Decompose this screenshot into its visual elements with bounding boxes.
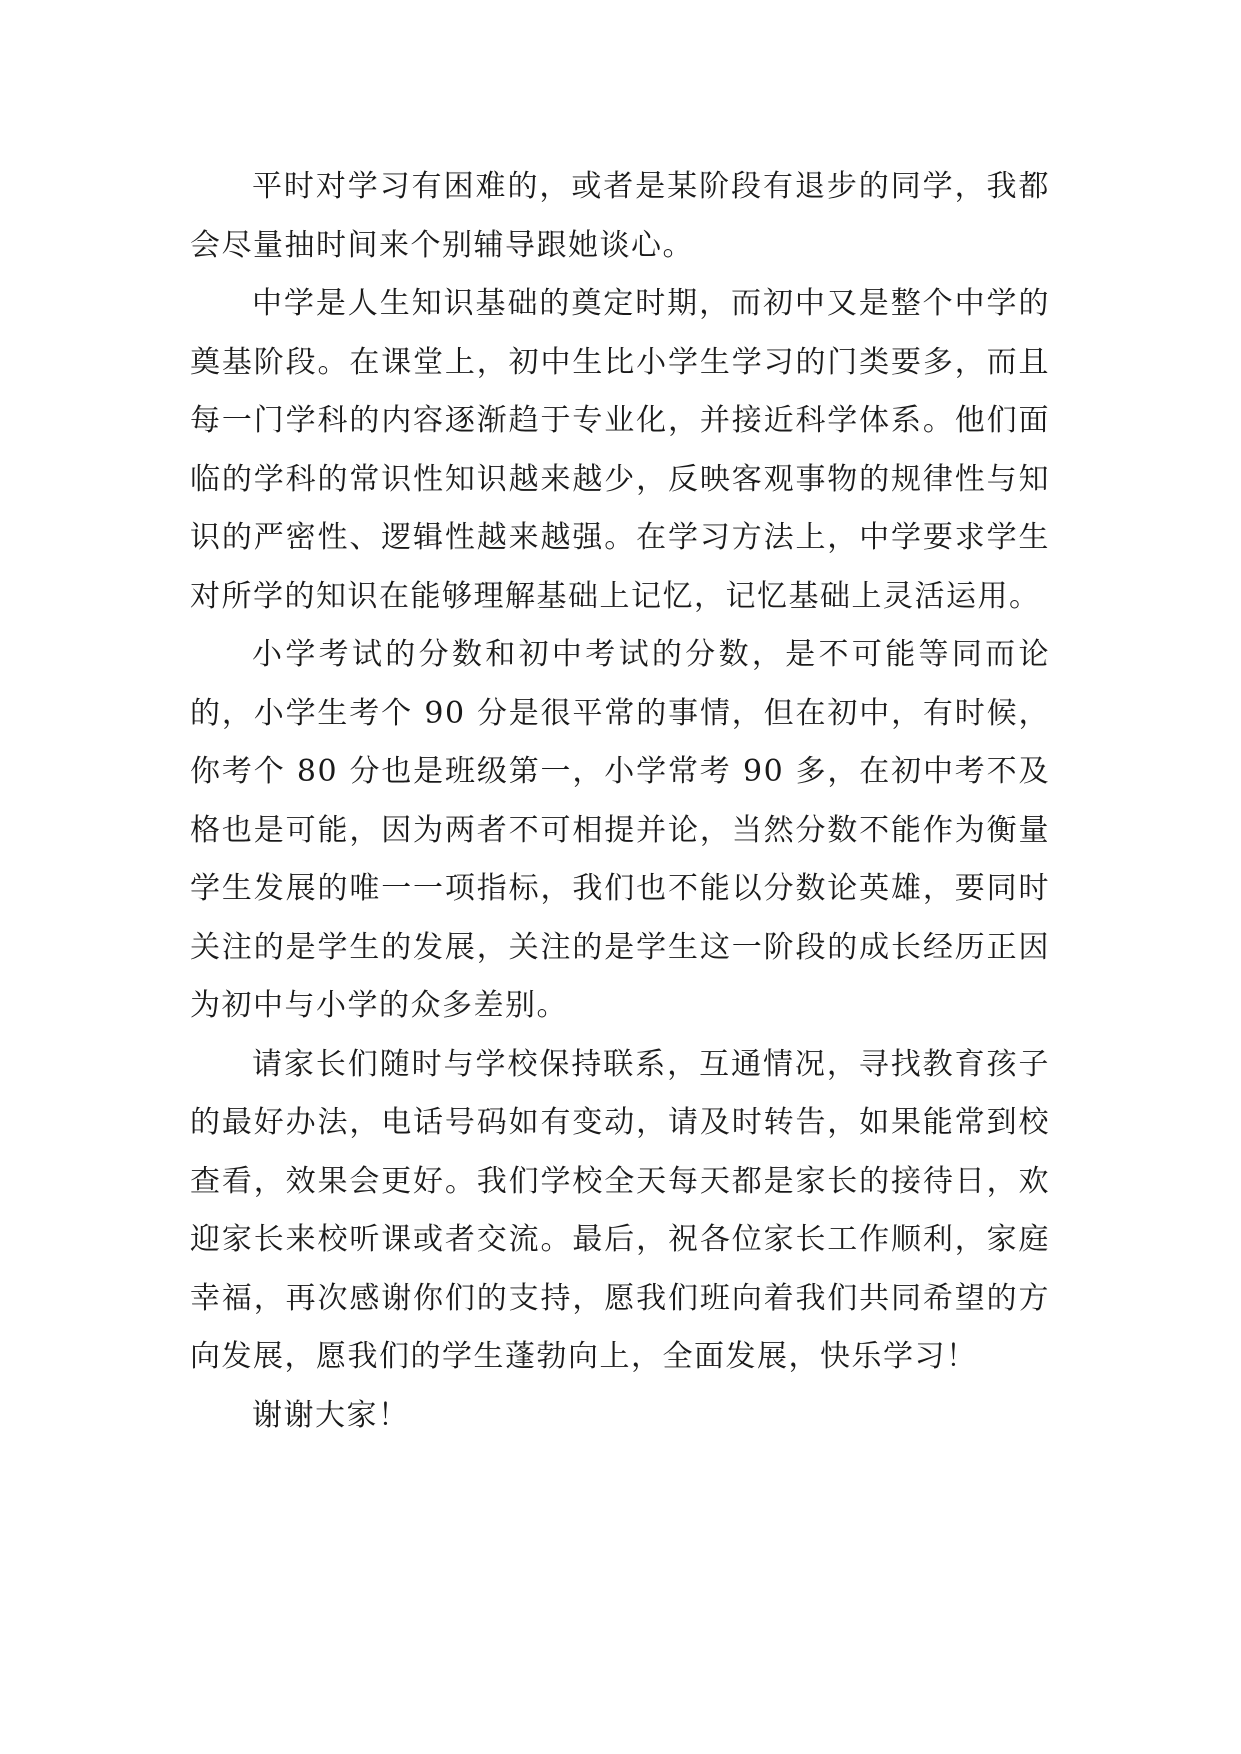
document-body [190,158,1050,1445]
paragraph-tutoring: 平时对学习有困难的，或者是某阶段有退步的同学，我都会尽量抽时间来个别辅导跟她谈心。 [190,169,1050,263]
paragraph-middle-school: 中学是人生知识基础的奠定时期，而初中又是整个中学的奠基阶段。在课堂上，初中生比小学生学习的门类要多，而且每一门学科的内容逐渐趋于专业化，并接近科学体系。他们面临的学科的常识性知识越来越少，反映客观事物的规律性与知识的严密性、逻辑性越来越强。在学习方法上，中学要求学生对所学的知识在能够理解基础上记忆，记忆基础上灵活运用。 [190,286,1050,614]
paragraph-exam-scores: 小学考试的分数和初中考试的分数，是不可能等同而论的，小学生考个 90 分是很平常的事情，但在初中，有时候，你考个 80 分也是班级第一，小学常考 90 多，在初中考不及格也是可能，因为两者不可相提并论，当然分数不能作为衡量学生发展的唯一一项指标，我们也不能以分数论英雄，要同时关注的是学生的发展，关注的是学生这一阶段的成长经历正因为初中与小学的众多差别。 [190,637,1050,1023]
paragraph-thanks: 谢谢大家！ [252,1397,410,1433]
paragraph-parents-contact: 请家长们随时与学校保持联系，互通情况，寻找教育孩子的最好办法，电话号码如有变动，请及时转告，如果能常到校查看，效果会更好。我们学校全天每天都是家长的接待日，欢迎家长来校听课或者交流。最后，祝各位家长工作顺利，家庭幸福，再次感谢你们的支持，愿我们班向着我们共同希望的方向发展，愿我们的学生蓬勃向上，全面发展，快乐学习！ [190,1046,1050,1374]
